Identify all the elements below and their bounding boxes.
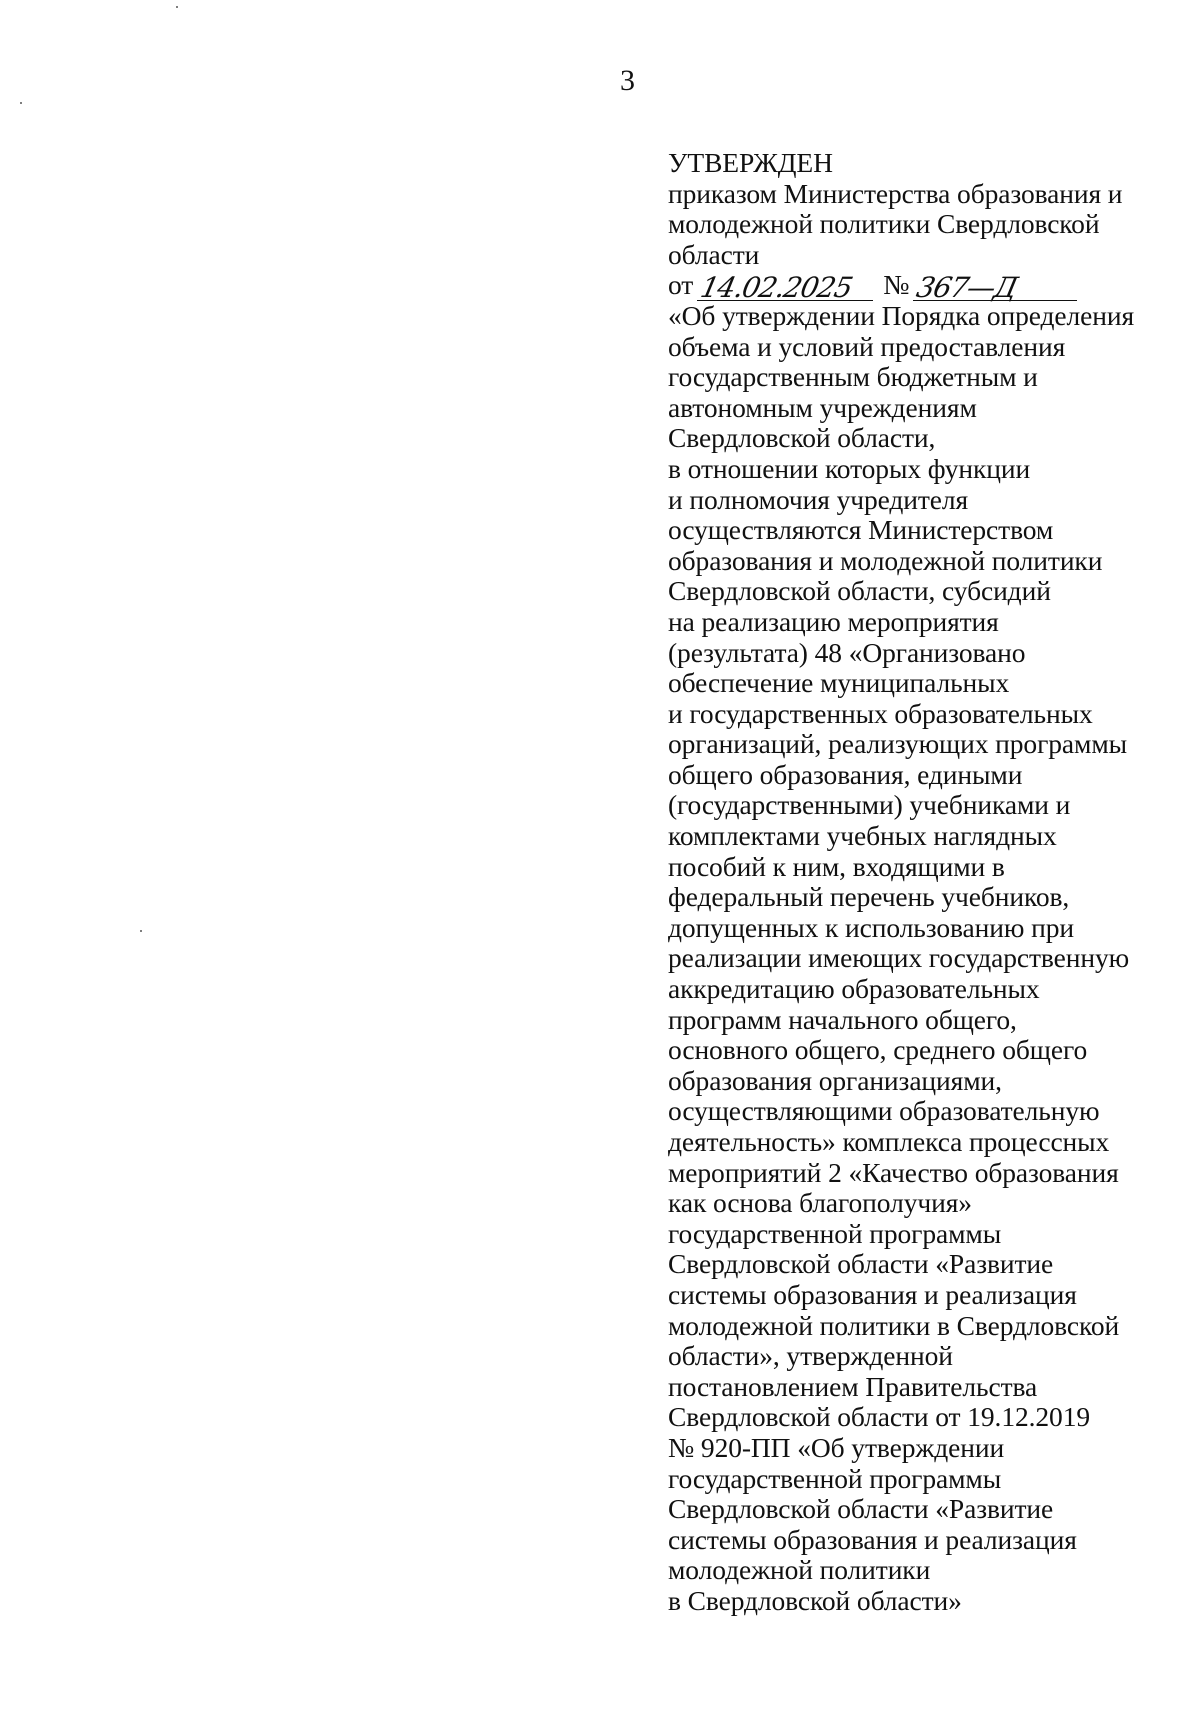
date-field: [697, 270, 873, 304]
decree-title-line: «Об утверждении Порядка определения: [668, 299, 1135, 331]
decree-title-line: автономным учреждениям: [668, 391, 977, 423]
decree-title-line: в Свердловской области»: [668, 1584, 962, 1616]
decree-title-line: как основа благополучия»: [668, 1187, 972, 1219]
decree-title: [668, 301, 1168, 1617]
decree-title-line: и государственных образовательных: [668, 697, 1093, 729]
decree-title-line: на реализацию мероприятия: [668, 605, 999, 637]
decree-title-line: объема и условий предоставления: [668, 330, 1066, 362]
decree-title-line: осуществляющими образовательную: [668, 1095, 1100, 1127]
scan-speck: [20, 102, 22, 104]
decree-title-line: осуществляются Министерством: [668, 514, 1054, 546]
number-prefix: №: [883, 269, 910, 301]
scan-speck: [176, 6, 178, 8]
decree-title-line: комплектами учебных наглядных: [668, 820, 1057, 852]
decree-title-line: образования организациями,: [668, 1064, 1002, 1096]
decree-title-line: общего образования, едиными: [668, 758, 1023, 790]
issuer-line: молодежной политики Свердловской: [668, 208, 1100, 240]
order-date-number-line: [668, 269, 1168, 304]
decree-title-line: Свердловской области от 19.12.2019: [668, 1401, 1090, 1433]
decree-title-line: области», утвержденной: [668, 1340, 953, 1372]
decree-title-line: № 920-ПП «Об утверждении: [668, 1431, 1005, 1463]
decree-title-line: Свердловской области, субсидий: [668, 575, 1051, 607]
decree-title-line: (результата) 48 «Организовано: [668, 636, 1026, 668]
decree-title-line: в отношении которых функции: [668, 452, 1031, 484]
decree-title-line: мероприятий 2 «Качество образования: [668, 1156, 1119, 1188]
decree-title-line: Свердловской области «Развитие: [668, 1248, 1054, 1280]
decree-title-line: основного общего, среднего общего: [668, 1034, 1088, 1066]
issuer-line: области: [668, 238, 760, 270]
page-number: 3: [620, 64, 635, 97]
date-prefix: от: [668, 269, 694, 301]
decree-title-line: федеральный перечень учебников,: [668, 881, 1070, 913]
approval-heading: УТВЕРЖДЕН: [668, 147, 833, 178]
decree-title-line: и полномочия учредителя: [668, 483, 969, 515]
decree-title-line: системы образования и реализация: [668, 1523, 1077, 1555]
decree-title-line: программ начального общего,: [668, 1003, 1017, 1035]
decree-title-line: деятельность» комплекса процессных: [668, 1126, 1110, 1157]
decree-title-line: постановлением Правительства: [668, 1370, 1038, 1402]
decree-title-line: реализации имеющих государственную: [668, 942, 1130, 974]
decree-title-line: молодежной политики в Свердловской: [668, 1309, 1120, 1341]
number-field: [913, 270, 1077, 304]
decree-title-line: (государственными) учебниками и: [668, 789, 1071, 821]
decree-title-line: системы образования и реализация: [668, 1278, 1077, 1310]
scan-speck: [140, 930, 142, 932]
decree-title-line: молодежной политики: [668, 1554, 931, 1586]
approval-block: [668, 148, 1168, 1617]
issuer-line: приказом Министерства образования и: [668, 177, 1123, 209]
decree-title-line: государственным бюджетным и: [668, 361, 1038, 393]
handwritten-number: 367—Д: [913, 270, 1021, 304]
decree-title-line: аккредитацию образовательных: [668, 973, 1040, 1005]
decree-title-line: обеспечение муниципальных: [668, 667, 1010, 699]
handwritten-date: 14.02.2025: [697, 270, 856, 304]
decree-title-line: образования и молодежной политики: [668, 544, 1103, 576]
decree-title-line: государственной программы: [668, 1217, 1002, 1249]
decree-title-line: Свердловской области,: [668, 422, 936, 454]
decree-title-line: государственной программы: [668, 1462, 1002, 1494]
decree-title-line: допущенных к использованию при: [668, 911, 1074, 943]
decree-title-line: пособий к ним, входящими в: [668, 850, 1005, 882]
decree-title-line: Свердловской области «Развитие: [668, 1493, 1054, 1525]
decree-title-line: организаций, реализующих программы: [668, 728, 1127, 760]
